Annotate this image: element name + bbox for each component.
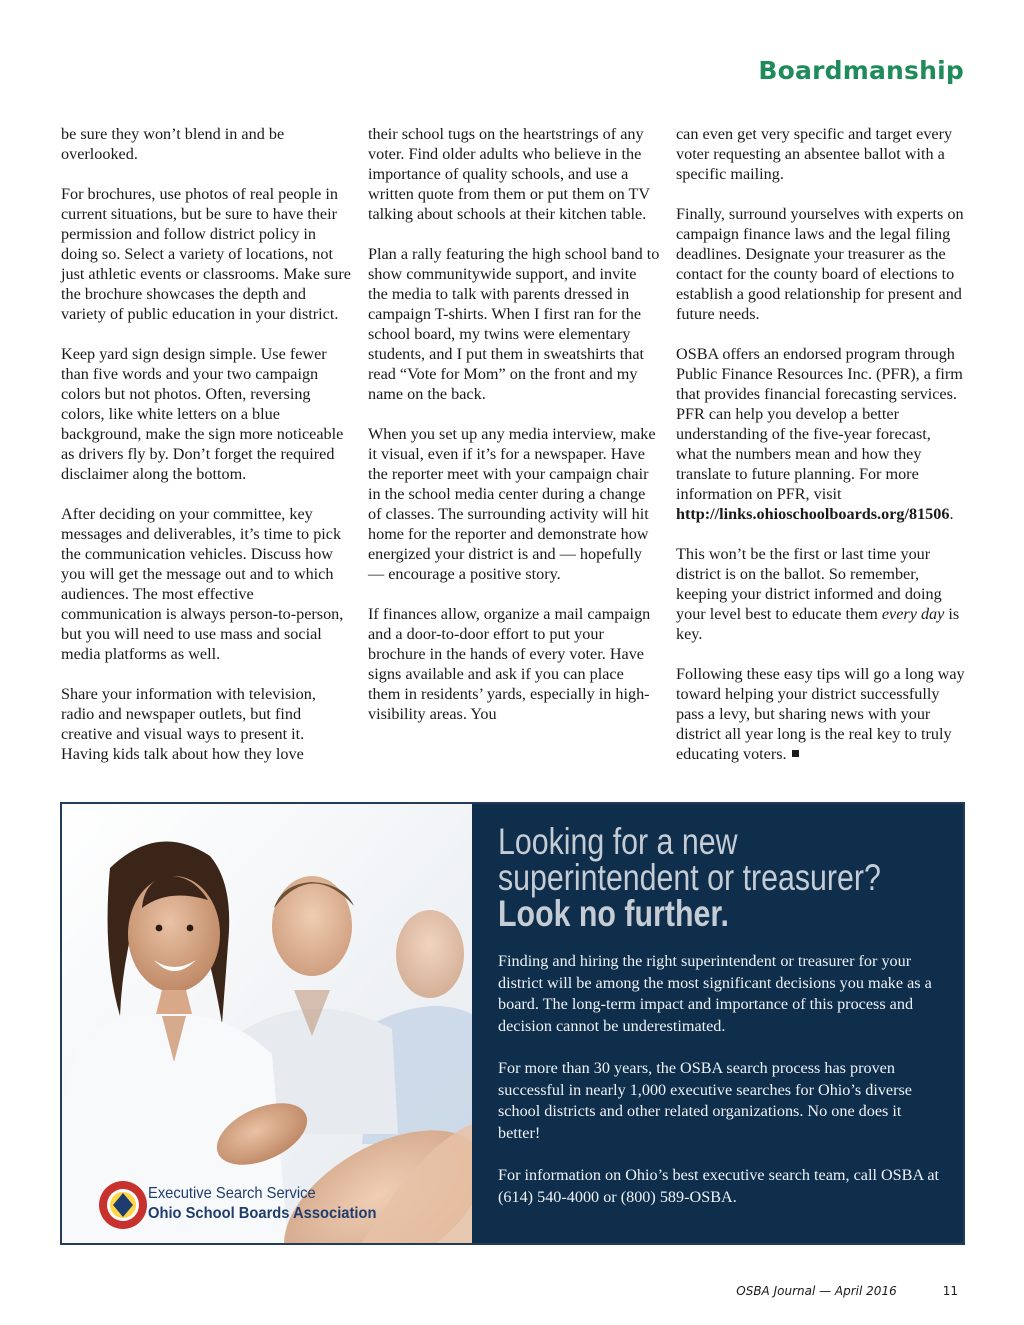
ad-photo: [62, 804, 472, 1243]
paragraph-text: OSBA offers an endorsed program through Public Finance Resources Inc. (PFR), a firm that provides financial forecasting services. PFR can help you develop a better understanding of the five-year forecast, what the numbers mean and how they translate to future planning. For more information on PFR, visit: [676, 345, 963, 503]
journal-issue: OSBA Journal — April 2016: [736, 1284, 897, 1298]
article-column-3: [676, 124, 966, 784]
osba-logo: [98, 1180, 438, 1232]
ad-text-panel: [472, 804, 963, 1243]
page-number: 11: [942, 1284, 958, 1298]
people-photo-illustration: [62, 804, 472, 1243]
paragraph: After deciding on your committee, key messages and deliverables, it’s time to pick the communication vehicles. Discuss how you will get the message out and to which audiences. The most effective communication is always person-to-person, but you will need to use mass and social media platforms as well.: [61, 505, 344, 663]
paragraph-text: Following these easy tips will go a long way toward helping your district successfully pass a levy, but sharing news with your district all year long is the real key to truly educating voters.: [676, 665, 965, 763]
ad-paragraph: For more than 30 years, the OSBA search process has proven successful in nearly 1,000 executive searches for Ohio’s diverse school districts and other related organizations. No one does it better!: [498, 1059, 912, 1142]
emphasis: every day: [881, 605, 945, 623]
paragraph: If finances allow, organize a mail campaign and a door-to-door effort to put your brochure in the hands of every voter. Have signs available and ask if you can place them in residents’ yards, especially in high-visibility areas. You: [368, 605, 651, 723]
pfr-link[interactable]: http://links.ohioschoolboards.org/81506: [676, 505, 950, 523]
end-mark-icon: [792, 750, 799, 757]
article-column-2: [368, 124, 660, 744]
logo-org: Ohio School Boards Association: [148, 1205, 377, 1222]
ad-headline-line: superintendent or treasurer?: [498, 857, 881, 898]
osba-logo-text: [148, 1184, 376, 1224]
ad-headline: [498, 821, 957, 934]
article-column-1: [61, 124, 351, 784]
paragraph: Plan a rally featuring the high school band to show communitywide support, and invite the media to talk with parents dressed in campaign T-shirts. When I first ran for the school board, my twins were elementary students, and I put them in sweatshirts that read “Vote for Mom” on the front and my name on the back.: [368, 245, 660, 403]
ad-headline-strong: Look no further.: [498, 893, 729, 934]
advertisement[interactable]: [60, 802, 965, 1245]
ad-contact: For information on Ohio’s best executive search team, call OSBA at (614) 540-4000 or (800) 589-OSBA.: [498, 1166, 940, 1206]
paragraph: For brochures, use photos of real people in current situations, but be sure to have their permission and follow district policy in doing so. Select a variety of locations, not just athletic events or classrooms. Make sure the brochure showcases the depth and variety of public education in your district.: [61, 185, 351, 323]
paragraph: Keep yard sign design simple. Use fewer than five words and your two campaign colors but not photos. Often, reversing colors, like white letters on a blue background, make the sign more noticeable as drivers fly by. Don’t forget the required disclaimer along the bottom.: [61, 345, 344, 483]
paragraph-text: This won’t be the first or last time your district is on the ballot. So remember, keeping your district informed and doing your level best to educate them: [676, 545, 942, 623]
osba-seal-icon: [98, 1180, 148, 1230]
page-footer: [736, 1284, 958, 1298]
ad-body: [498, 951, 939, 1208]
section-label: Boardmanship: [758, 56, 964, 85]
paragraph: [676, 664, 966, 764]
paragraph: [676, 344, 966, 524]
ad-headline-line: Looking for a new: [498, 821, 738, 862]
paragraph: When you set up any media interview, make it visual, even if it’s for a newspaper. Have the reporter meet with your campaign chair in the school media center during a change of classes. The surrounding activity will hit home for the reporter and demonstrate how energized your district is and — hopefully — encourage a positive story.: [368, 425, 656, 583]
logo-service: Executive Search Service: [148, 1185, 316, 1202]
paragraph-text: .: [949, 505, 954, 523]
paragraph: be sure they won’t blend in and be overlooked.: [61, 125, 285, 163]
paragraph: [676, 544, 966, 644]
paragraph: their school tugs on the heartstrings of any voter. Find older adults who believe in the importance of quality schools, and use a written quote from them or put them on TV talking about schools at their kitchen table.: [368, 125, 650, 223]
paragraph: Share your information with television, radio and newspaper outlets, but find creative and visual ways to present it. Having kids talk about how they love: [61, 685, 316, 763]
paragraph: can even get very specific and target every voter requesting an absentee ballot with a specific mailing.: [676, 125, 953, 183]
article-body: [61, 124, 965, 796]
paragraph: Finally, surround yourselves with experts on campaign finance laws and the legal filing deadlines. Designate your treasurer as the contact for the county board of elections to establish a good relationship for present and future needs.: [676, 205, 964, 323]
ad-paragraph: Finding and hiring the right superintendent or treasurer for your district will be among the most significant decisions you make as a board. The long-term impact and importance of this process and decision cannot be underestimated.: [498, 952, 932, 1035]
paragraph-text: is key.: [676, 605, 960, 643]
